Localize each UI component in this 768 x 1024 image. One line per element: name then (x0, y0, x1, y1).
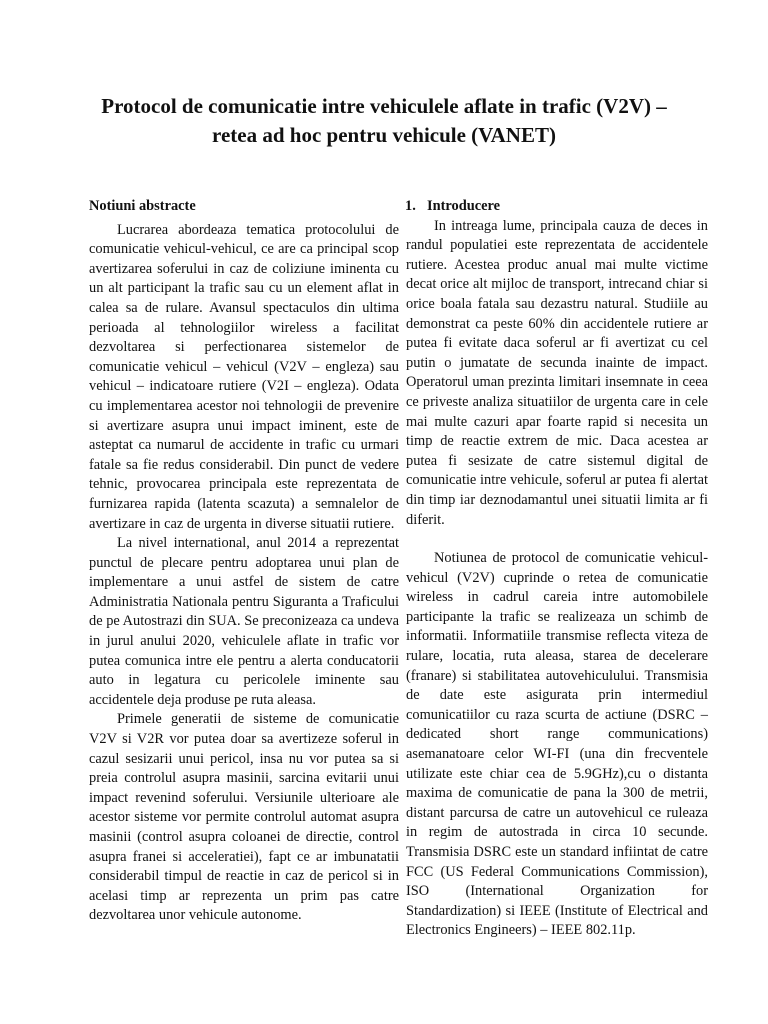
introduction-paragraph-2: Notiunea de protocol de comunicatie vehicul-vehicul (V2V) cuprinde o retea de comunicatie wireless in cadrul careia intre automobilele participante la trafic se realizeaza un schimb de informatii. Informatiile transmise reflecta viteza de rulare, locatia, ruta aleasa, starea de decelerare (franare) si stabilitatea autovehiculului. Transmisia de date este asigurata prin intermediul comunicatiilor cu raza scurta de actiune (DSRC – dedicated short range communications) asemanatoare celor WI-FI (una din frecventele utilizate este chiar cea de 5.9GHz),cu o distanta maxima de comunicatie de pana la 300 de metrii, distant parcursa de catre un autovehicul ce ruleaza in regim de autostrada in circa 10 secunde. Transmisia DSRC este un standard infiintat de catre FCC (US Federal Communications Commission), ISO (International Organization for Standardization) si IEEE (Institute of Electrical and Electronics Engineers) – IEEE 802.11p. (406, 550, 708, 939)
abstract-paragraph-3: Primele generatii de sisteme de comunicatie V2V si V2R vor putea doar sa avertizeze soferul in cazul sesizarii unui pericol, insa nu vor putea sa si preia controlul asupra masinii, sarcina evitarii unui impact revenind soferului. Versiunile ulterioare ale acestor sisteme vor permite controlul automat asupra masinii (control asupra coloanei de directie, control asupra franei si acceleratiei), fapt ce ar imbunatatii considerabil timpul de reactie in caz de pericol si in acelasi timp ar reprezenta un prim pas catre dezvoltarea unor vehicule autonome. (89, 711, 399, 924)
abstract-paragraph-1: Lucrarea abordeaza tematica protocolului de comunicatie vehicul-vehicul, ce are ca principal scop avertizarea soferului in caz de coliziune iminenta cu un alt participant la trafic sau cu un element aflat in calea sa de rulare. Avansul spectaculos din ultima perioada al tehnologiilor wireless a facilitat dezvoltarea si perfectionarea sistemelor de comunicatie vehicul – vehicul (V2V – engleza) sau vehicul – indicatoare rutiere (V2I – engleza). Odata cu implementarea acestor noi tehnologii de prevenire si avertizare asupra unui impact iminent, este de asteptat ca numarul de accidente in trafic cu urmari fatale sa fie redus considerabil. Din punct de vedere tehnic, provocarea principala este reprezentata de furnizarea rapida (latenta scazuta) a semnalelor de avertizare in caz de urgenta in diverse situatii rutiere. (89, 221, 399, 532)
paper-title-line-1: Protocol de comunicatie intre vehiculele aflate in trafic (V2V) – (101, 94, 667, 118)
paper-title (90, 92, 678, 150)
introduction-heading (405, 197, 708, 217)
abstract-paragraph-2: La nivel international, anul 2014 a reprezentat punctul de plecare pentru adoptarea unui plan de implementare a unui astfel de sistem de catre Administratia Nationala pentru Siguranta a Traficului de pe Autostrazi din SUA. Se preconizeaza ca undeva in jurul anului 2020, vehiculele aflate in trafic vor putea comunica intre ele pentru a alerta conducatorii auto in legatura cu pericolele iminente sau accidentele deja produse pe ruta aleasa. (89, 535, 399, 708)
section-title: Introducere (427, 198, 501, 214)
paper-title-line-2: retea ad hoc pentru vehicule (VANET) (212, 123, 556, 147)
abstract-heading: Notiuni abstracte (89, 198, 196, 214)
introduction-paragraph-1: In intreaga lume, principala cauza de deces in randul populatiei este reprezentata de accidentele rutiere. Acestea produc anual mai multe victime decat orice alt mijloc de transport, intrecand chiar si orice boala fatala sau dezastru natural. Studiile au demonstrat ca peste 60% din accidentele rutiere ar putea fi evitate daca soferul ar fi avertizat cu cel putin o jumatate de secunda inainte de impact. Operatorul uman prezinta limitari insemnate in ceea ce priveste analiza situatiilor de urgenta care in cele mai multe cazuri apar foarte rapid si necesita un timp de reactie extrem de mic. Daca acestea ar putea fi sesizate de catre sistemul digital de comunicatie intre vehicule, soferul ar putea fi alertat din timp iar deznodamantul unei situatii limita ar fi diferit. (406, 217, 708, 528)
left-column (89, 197, 399, 926)
section-number: 1. (405, 198, 416, 214)
right-column (397, 197, 708, 941)
